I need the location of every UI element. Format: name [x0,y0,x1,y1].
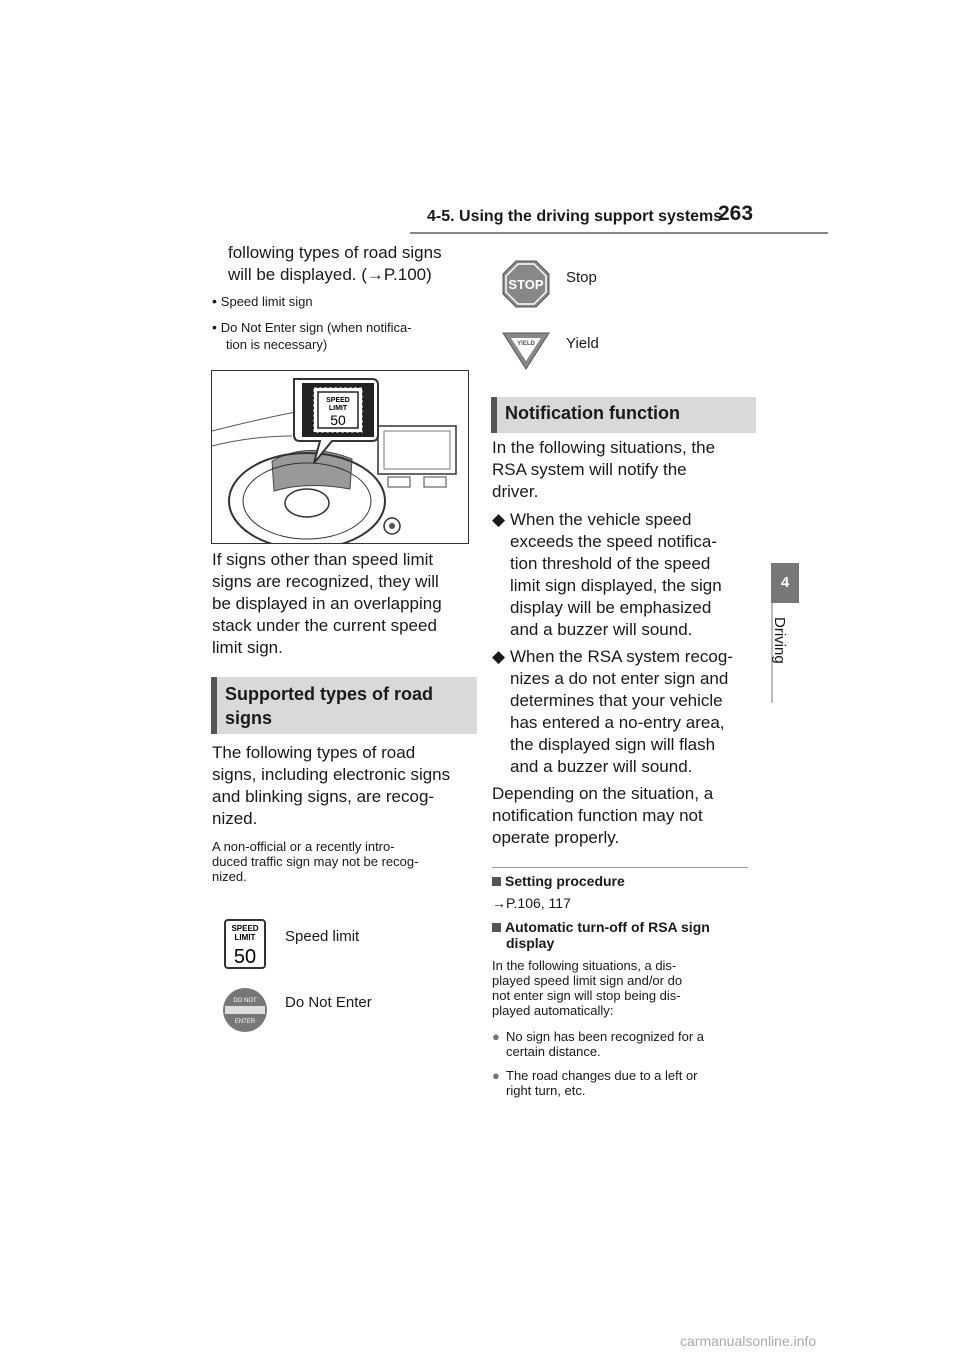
do-not-enter-sign-icon [222,987,268,1038]
speed-limit-sign-icon [224,919,266,974]
section-heading-notification: Notification function [491,397,756,433]
chapter-name: Driving [771,617,788,664]
stop-label: Stop [566,269,597,286]
dne-sign-text-2: ENTER [234,1019,256,1025]
bullet-do-not-enter-cont: tion is necessary) [226,337,328,352]
circle-bullet-icon: ● [492,1068,500,1083]
supported-paragraph: The following types of road signs, including electronic signs and blinking signs, are recog- nized. [212,743,451,828]
notification-bullet-1: ◆ When the vehicle speed exceeds the speed notifica- tion threshold of the speed limit sign displayed, the sign display will be emphasized and a buzzer will sound. [492,510,722,639]
square-bullet-icon [492,923,501,932]
setting-heading: Setting procedure [492,873,625,889]
stop-sign-text: STOP [508,277,544,292]
notes-divider [492,867,748,868]
circle-bullet-icon: ● [492,1029,500,1044]
depending-paragraph: Depending on the situation, a notification function may not operate properly. [492,784,714,847]
intro-line-2: will be displayed. (→P.100) [228,265,432,284]
auto-turnoff-bullet-1: ● No sign has been recognized for a certain distance. [492,1029,705,1059]
section-heading-supported: Supported types of road signs [211,677,477,734]
dashboard-illustration [212,371,468,543]
diamond-bullet-icon: ◆ [492,647,506,666]
square-bullet-icon [492,877,501,886]
dashboard-figure [211,370,469,544]
bullet-speed-limit: • Speed limit sign [212,293,313,309]
yield-label: Yield [566,335,599,352]
auto-turnoff-heading: Automatic turn-off of RSA sign display [492,919,710,951]
intro-line-1: following types of road signs [228,243,442,262]
speed-sign-value: 50 [233,946,257,968]
auto-turnoff-bullet-2: ● The road changes due to a left or right turn, etc. [492,1068,698,1098]
figure-sign-text-1: SPEED [326,397,350,404]
speed-sign-text-2: LIMIT [234,933,256,942]
page-number: 263 [718,202,754,225]
watermark: carmanualsonline.info [680,1333,817,1349]
speed-sign-text-1: SPEED [231,924,259,933]
overlap-paragraph: If signs other than speed limit signs are recognized, they will be displayed in an overlapping stack under the current speed limit sign. [212,550,442,657]
bullet-do-not-enter: • Do Not Enter sign (when notifica- [212,319,412,335]
diamond-bullet-icon: ◆ [492,510,506,529]
notification-intro: In the following situations, the RSA system will notify the driver. [492,438,716,501]
chapter-tab: 4 [771,563,799,603]
do-not-enter-label: Do Not Enter [285,994,372,1011]
header-rule [410,232,828,234]
yield-sign-icon [501,331,551,376]
notification-bullet-2: ◆ When the RSA system recog- nizes a do not enter sign and determines that your vehicle has entered a no-entry area, the displayed sign will flash and a buzzer will sound. [492,647,733,776]
section-title: 4-5. Using the driving support systems [427,208,723,225]
yield-sign-text: YIELD [517,341,535,347]
note-paragraph: A non-official or a recently intro- duced traffic sign may not be recog- nized. [212,839,419,884]
setting-reference: →P.106, 117 [492,895,571,911]
figure-sign-value: 50 [330,412,346,428]
auto-turnoff-paragraph: In the following situations, a dis- played speed limit sign and/or do not enter sign will stop being dis- played automatically: [492,958,683,1018]
speed-limit-label: Speed limit [285,928,360,945]
stop-sign-icon [502,260,550,313]
dne-sign-text-1: DO NOT [233,998,257,1004]
figure-sign-text-2: LIMIT [328,405,348,412]
